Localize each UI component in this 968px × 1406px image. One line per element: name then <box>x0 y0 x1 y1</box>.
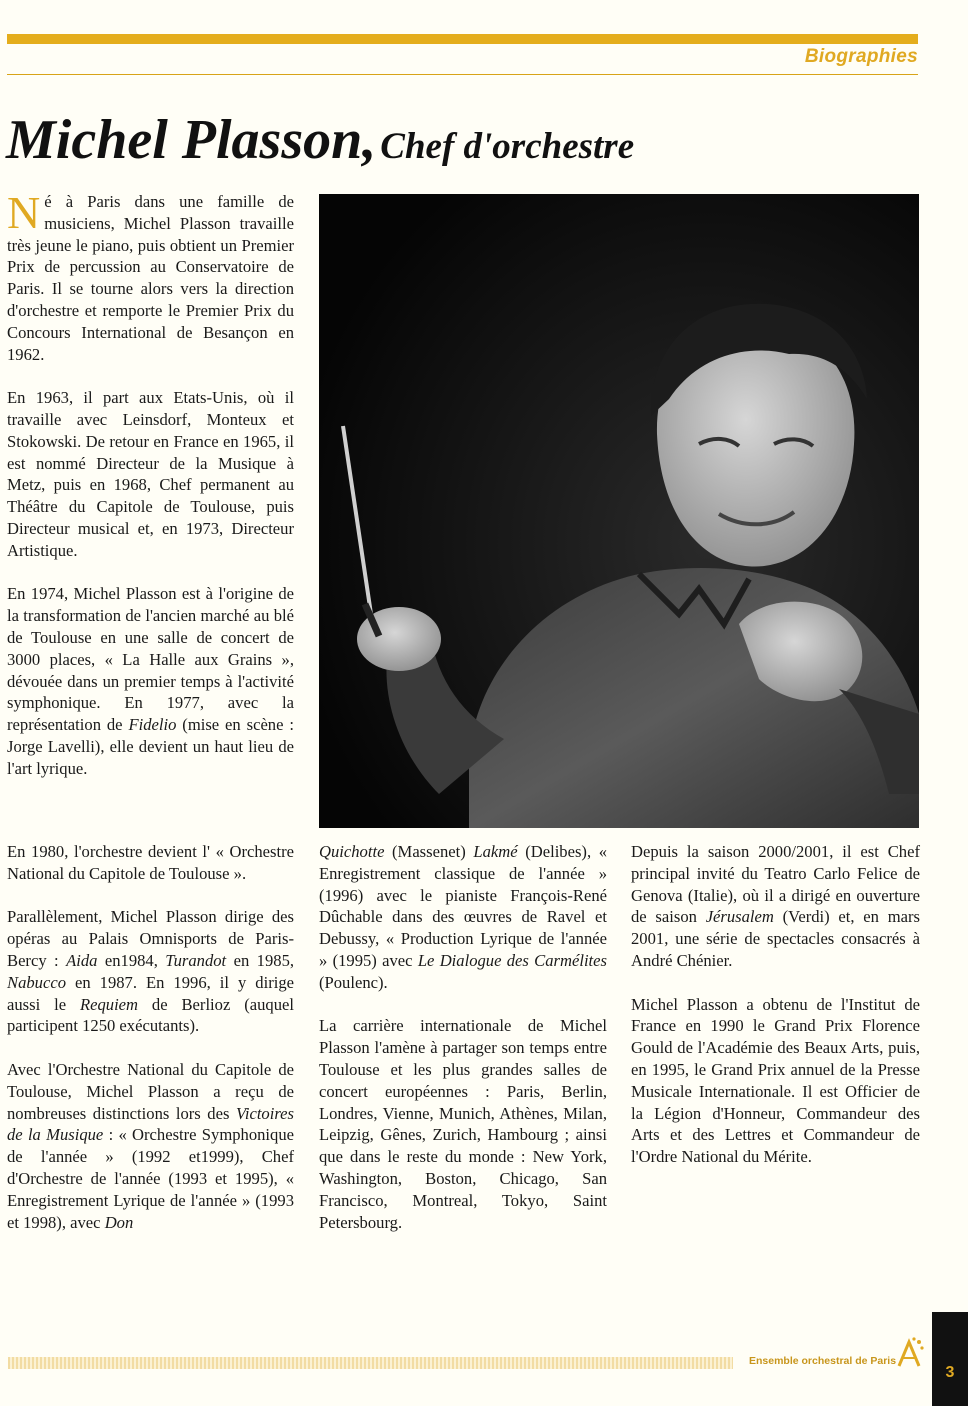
bio-paragraph-6: Avec l'Orchestre National du Capitole de Toulouse, Michel Plasson a reçu de nombreuses distinctions lors des Victoires de la Musique : « Orchestre Symphonique de l'année » (1992 et1999), Chef d'Orchestre de l'année (1993 et 1995), « Enregistrement Lyrique de l'année » (1993 et 1998), avec Don <box>7 1059 294 1232</box>
section-label: Biographies <box>804 46 918 67</box>
header-rule-thick <box>7 34 918 44</box>
bio-paragraph-4: En 1980, l'orchestre devient l' « Orchestre National du Capitole de Toulouse ». <box>7 842 294 883</box>
page-number: 3 <box>945 1364 955 1381</box>
page-title <box>6 108 634 172</box>
bio-paragraph-3: En 1974, Michel Plasson est à l'origine de la transformation de l'ancien marché au blé de Toulouse en une salle de concert de 3000 places, « La Halle aux Grains », dévouée dans un premier temps à l'activité symphonique. En 1977, avec la représentation de Fidelio (mise en scène : Jorge Lavelli), elle devient un haut lieu de l'art lyrique. <box>7 584 294 778</box>
bio-paragraph-5: Parallèlement, Michel Plasson dirige des opéras au Palais Omnisports de Paris-Bercy : Aida en1984, Turandot en 1985, Nabucco en 1987. En 1996, il y dirige aussi le Requiem de Berlioz (auquel participent 1250 exécutants). <box>7 907 295 1036</box>
bio-paragraph-6-continued: Quichotte (Massenet) Lakmé (Delibes), « Enregistrement classique de l'année » (1996) avec le pianiste François-René Dûchable dans des œuvres de Ravel et Debussy, « Production Lyrique de l'année » (1995) avec Le Dialogue des Carmélites (Poulenc). <box>319 842 607 992</box>
drop-cap: N <box>7 187 41 238</box>
bio-paragraph-9: Michel Plasson a obtenu de l'Institut de France en 1990 le Grand Prix Florence Gould de l'Académie des Beaux Arts, puis, en 1995, le Grand Prix annuel de la Presse Musicale Internationale. Il est Officier de la Légion d'Honneur, Commandeur des Arts et des Lettres et Commandeur de l'Ordre National du Mérite. <box>631 994 920 1167</box>
conductor-photo <box>319 194 919 828</box>
bio-paragraph-7: La carrière internationale de Michel Plasson l'amène à partager son temps entre Toulouse et les plus grandes salles de concert européennes : Paris, Berlin, Londres, Vienne, Munich, Athènes, Milan, Leipzig, Gênes, Zurich, Hambourg ; ainsi que dans le reste du monde : New York, Washington, Boston, Chicago, San Francisco, Montreal, Tokyo, Saint Petersbourg. <box>319 1016 607 1232</box>
title-name: Michel Plasson, <box>6 109 377 171</box>
column-1-upper <box>7 187 294 801</box>
footer-organization: Ensemble orchestral de Paris <box>749 1355 897 1367</box>
bio-paragraph-1: Né à Paris dans une famille de musiciens, Michel Plasson travaille très jeune le piano, puis obtient un Premier Prix de percussion au Conservatoire de Paris. Il se tourne alors vers la direction d'orchestre et remporte le Premier Prix du Concours International de Besançon en 1962. <box>7 187 294 364</box>
column-3 <box>631 841 920 1190</box>
ensemble-logo-icon <box>895 1336 925 1373</box>
footer-rule <box>8 1357 733 1369</box>
page-number-tab <box>932 1312 968 1406</box>
column-1-lower <box>7 841 294 1255</box>
bio-paragraph-2: En 1963, il part aux Etats-Unis, où il travaille avec Leinsdorf, Monteux et Stokowski. De retour en France en 1965, il est nommé Directeur de la Musique à Metz, puis en 1968, Chef permanent au Théâtre du Capitole de Toulouse, puis Directeur musical et, en 1973, Directeur Artistique. <box>7 388 294 560</box>
bio-paragraph-8: Depuis la saison 2000/2001, il est Chef principal invité du Teatro Carlo Felice de Genova (Italie), où il a dirigé en ouverture de saison Jérusalem (Verdi) et, en mars 2001, une série de spectacles consacrés à André Chénier. <box>631 842 920 970</box>
header-rule-thin <box>7 74 918 75</box>
column-2 <box>319 841 607 1255</box>
title-role: Chef d'orchestre <box>380 126 635 167</box>
